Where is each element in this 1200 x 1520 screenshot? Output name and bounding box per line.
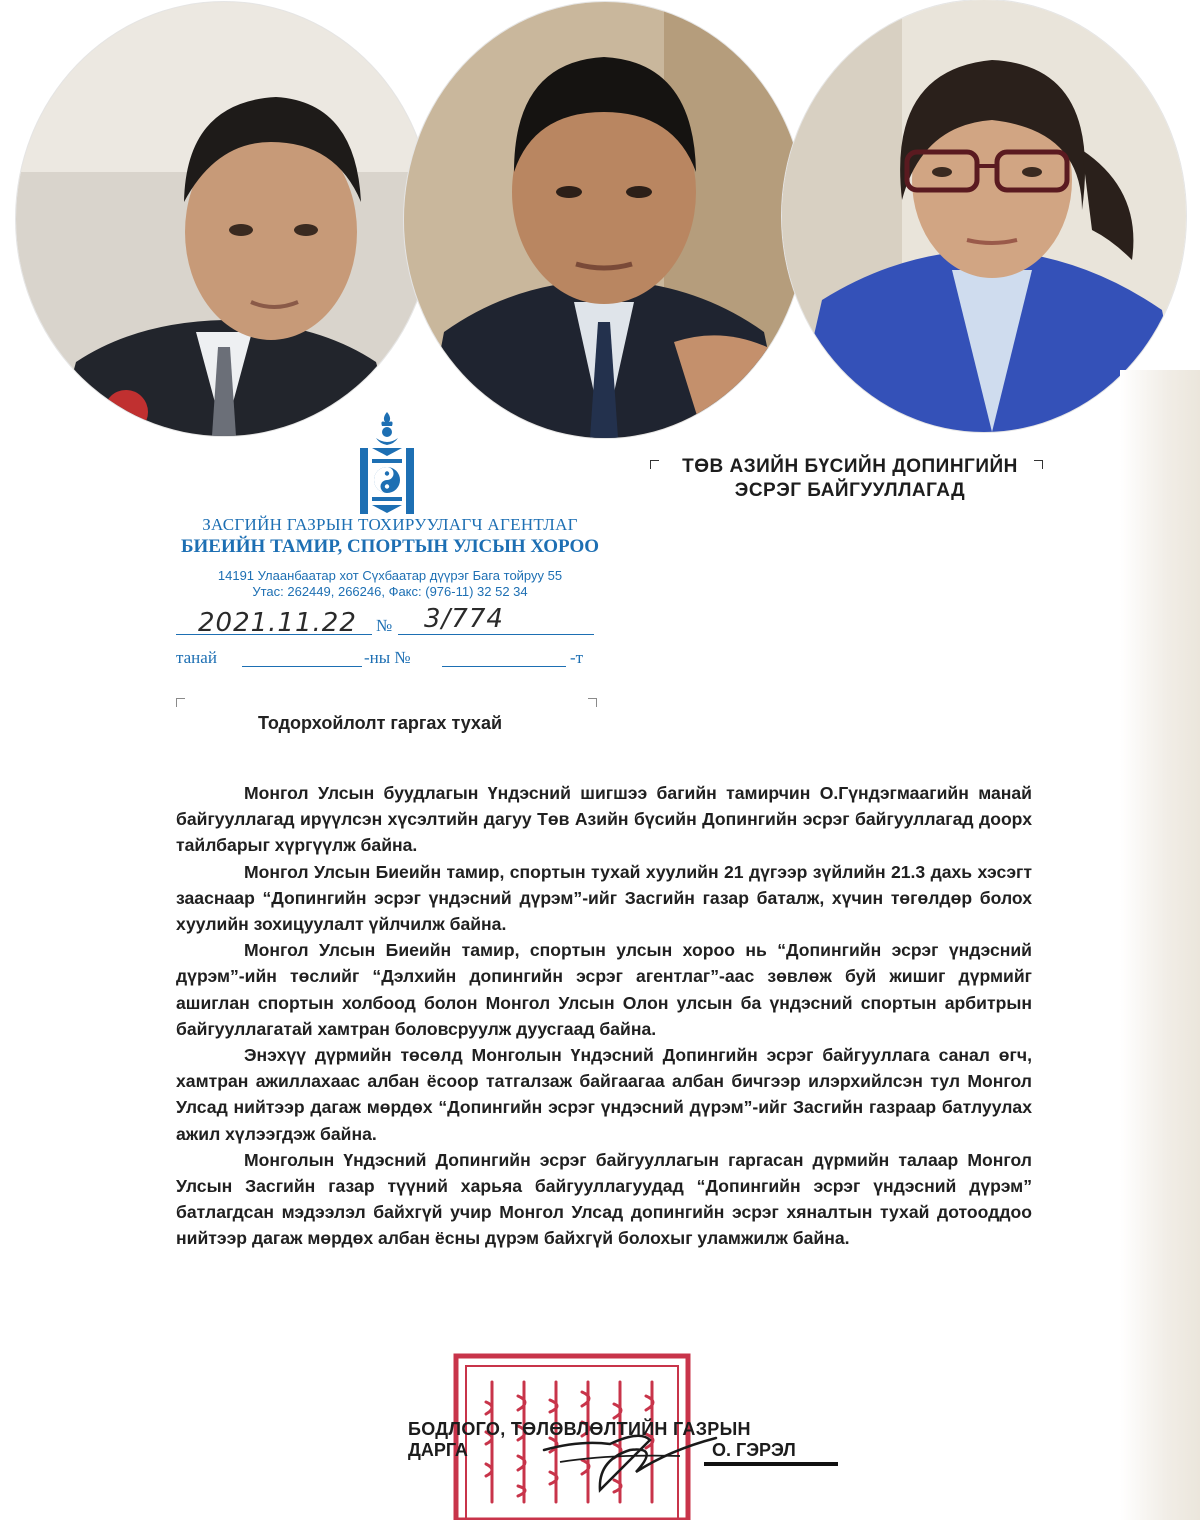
body-paragraph: Монголын Үндэсний Допингийн эсрэг байгууллагын гаргасан дүрмийн талаар Монгол Улсын Засгийн газар түүний харьяа байгууллагуудад “Допингийн эсрэг үндэсний дүрэм” батлагдсан мэдээлэл байхгүй учир Монгол Улсад допингийн эсрэг хяналтын тухай дотооддоо нийтээр дагаж мөрдөх албан ёсны дүрэм байхгүй болохыг уламжилж байна. — [176, 1149, 1032, 1249]
recipient-bracket-left — [650, 460, 659, 469]
number-underline — [398, 634, 594, 635]
your-number-underline — [442, 666, 566, 667]
letter-date: 2021.11.22 — [198, 608, 357, 638]
signatory-name: О. ГЭРЭЛ — [712, 1440, 796, 1460]
sender-org-line2: БИЕИЙН ТАМИР, СПОРТЫН УЛСЫН ХОРОО — [180, 536, 600, 557]
your-reference-row — [176, 646, 596, 668]
portrait-photo-right — [782, 0, 1186, 432]
body-paragraph: Энэхүү дүрмийн төсөлд Монголын Үндэсний Допингийн эсрэг байгууллага санал өгч, хамтран ажиллахаас албан ёсоор татгалзаж байгаагаа албан бичгээр илэрхийлсэн тул Монгол Улсад нийтээр дагаж мөрдөх “Допингийн эсрэг үндэсний дүрэм”-ийг Засгийн газраар батлуулах ажил хүлээгдэж байна. — [176, 1045, 1032, 1144]
signatory-role: ДАРГА — [408, 1440, 468, 1460]
your-ref-label: танай — [176, 648, 217, 667]
paper-edge-shadow — [1120, 370, 1200, 1520]
recipient-line2: ЭСРЭГ БАЙГУУЛЛАГАД — [734, 480, 966, 501]
sender-org-line1: ЗАСГИЙН ГАЗРЫН ТОХИРУУЛАГЧ АГЕНТЛАГ — [202, 515, 578, 534]
signatory-department: БОДЛОГО, ТӨЛӨВЛӨЛТИЙН ГАЗРЫН — [408, 1419, 751, 1439]
body-paragraph: Монгол Улсын буудлагын Үндэсний шигшээ багийн тамирчин О.Гүндэгмаагийн манай байгууллагад ирүүлсэн хүсэлтийн дагуу Төв Азийн бүсийн Допингийн эсрэг байгууллагад доорх тайлбарыг хүргүүлж байна. — [176, 783, 1032, 856]
subject-bracket-left — [176, 698, 185, 707]
address-line1: 14191 Улаанбаатар хот Сүхбаатар дүүрэг Бага тойруу 55 — [217, 568, 563, 583]
recipient-line1: ТӨВ АЗИЙН БҮСИЙН ДОПИНГИЙН — [682, 456, 1018, 477]
letter-subject: Тодорхойлолт гаргах тухай — [258, 713, 503, 733]
your-ref-suffix: -ны № — [364, 648, 411, 667]
signatory-name-underline — [704, 1462, 838, 1466]
portrait-photo-center — [404, 2, 806, 438]
your-ref-end: -т — [570, 648, 584, 667]
portrait-photo-left — [16, 2, 432, 436]
address-line2: Утас: 262449, 266246, Факс: (976-11) 32 52 34 — [252, 584, 528, 599]
soyombo-emblem-icon — [356, 410, 418, 518]
sender-address — [170, 568, 610, 600]
recipient-address — [660, 455, 1040, 503]
reference-row — [176, 604, 596, 638]
number-label: № — [376, 616, 393, 635]
letter-body — [176, 780, 1032, 1252]
subject-bracket-right — [588, 698, 597, 707]
body-paragraph: Монгол Улсын Биеийн тамир, спортын тухай хуулийн 21 дүгээр зүйлийн 21.3 дахь хэсэгт зааснаар “Допингийн эсрэг үндэсний дүрэм”-ийг Засгийн газар баталж, хүчин төгөлдөр болох хуулийн зохицуулалт үйлчилж байна. — [176, 861, 1032, 935]
body-paragraph: Монгол Улсын Биеийн тамир, спортын улсын хороо нь “Допингийн эсрэг үндэсний дүрэм”-ийн төслийг “Дэлхийн допингийн эсрэг агентлаг”-аас зөвлөж буй жишиг дүрмийг ашиглан спортын холбоод болон Монгол Улсын Олон улсын ба үндэсний спортын арбитрын байгууллагатай хамтран боловсруулж дуусгаад байна. — [176, 940, 1032, 1039]
your-date-underline — [242, 666, 362, 667]
handwritten-signature-icon — [540, 1410, 720, 1500]
letter-number: 3/774 — [424, 604, 504, 634]
